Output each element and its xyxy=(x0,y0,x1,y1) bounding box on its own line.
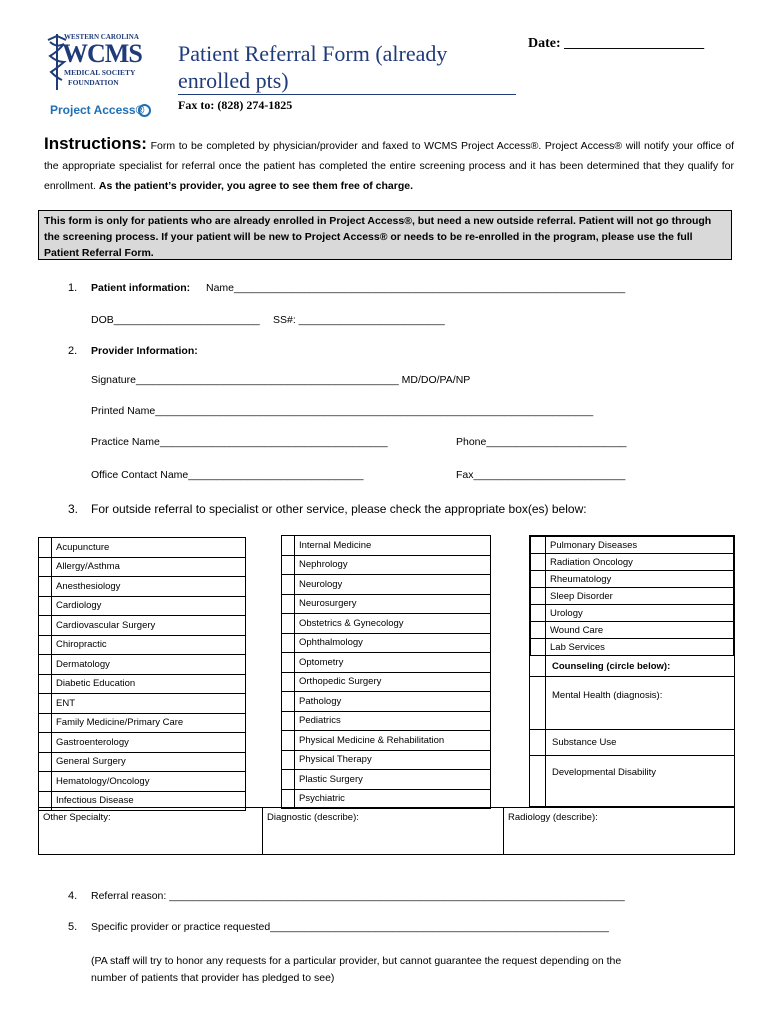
specialty-row xyxy=(39,713,246,733)
instructions xyxy=(44,134,734,196)
checkbox[interactable] xyxy=(531,605,546,622)
checkbox[interactable] xyxy=(282,536,295,556)
specialty-label: Allergy/Asthma xyxy=(52,557,246,577)
checkbox[interactable] xyxy=(39,557,52,577)
specialty-label: Rheumatology xyxy=(546,571,734,588)
other-specialty-label: Other Specialty: xyxy=(43,812,111,823)
phone-field[interactable]: Phone________________________ xyxy=(456,436,627,448)
checkbox[interactable] xyxy=(282,594,295,614)
specialty-label: Neurology xyxy=(295,575,491,595)
specialty-row xyxy=(282,653,491,673)
notice-box: This form is only for patients who are already enrolled in Project Access®, but need a new outside referral. Patient will not go through the screening process. If your patient will be new to Project Access® or needs to be re-enrolled in the program, please use the full Patient Referral Form. xyxy=(38,210,732,260)
checkbox[interactable] xyxy=(282,731,295,751)
specialty-row xyxy=(282,731,491,751)
office-contact-field[interactable]: Office Contact Name______________________________ xyxy=(91,469,364,481)
specialty-label: Sleep Disorder xyxy=(546,588,734,605)
specialty-table-2 xyxy=(281,535,491,809)
checkbox[interactable] xyxy=(282,692,295,712)
specialty-label: General Surgery xyxy=(52,752,246,772)
circle-icon xyxy=(138,104,151,117)
checkbox[interactable] xyxy=(282,653,295,673)
specialty-label: Plastic Surgery xyxy=(295,770,491,790)
specialty-label: Radiation Oncology xyxy=(546,554,734,571)
specialty-label: Wound Care xyxy=(546,622,734,639)
checkbox[interactable] xyxy=(39,538,52,558)
specialty-label: Anesthesiology xyxy=(52,577,246,597)
specialty-label: Cardiovascular Surgery xyxy=(52,616,246,636)
specialty-label: Ophthalmology xyxy=(295,633,491,653)
specialty-row xyxy=(39,616,246,636)
specialty-row xyxy=(39,772,246,792)
section4-number: 4. xyxy=(68,890,78,902)
checkbox[interactable] xyxy=(531,639,546,656)
checkbox[interactable] xyxy=(531,588,546,605)
title-line1: Patient Referral Form (already xyxy=(178,41,448,66)
specialty-label: Hematology/Oncology xyxy=(52,772,246,792)
checkbox[interactable] xyxy=(282,633,295,653)
checkbox[interactable] xyxy=(39,616,52,636)
ssn-field[interactable]: SS#: _________________________ xyxy=(273,314,445,326)
specialty-row xyxy=(531,605,734,622)
checkbox[interactable] xyxy=(531,537,546,554)
specialty-label: Orthopedic Surgery xyxy=(295,672,491,692)
checkbox[interactable] xyxy=(282,750,295,770)
specialty-row xyxy=(39,694,246,714)
checkbox[interactable] xyxy=(531,622,546,639)
specialty-label: Nephrology xyxy=(295,555,491,575)
patient-info-label: Patient information: xyxy=(91,282,191,294)
section2-number: 2. xyxy=(68,345,78,357)
printed-name-field[interactable]: Printed Name___________________________________________________________________________ xyxy=(91,405,594,417)
specialty-label: Dermatology xyxy=(52,655,246,675)
checkbox[interactable] xyxy=(39,772,52,792)
diagnostic-label: Diagnostic (describe): xyxy=(267,812,359,823)
specialty-label: Gastroenterology xyxy=(52,733,246,753)
instructions-heading: Instructions: xyxy=(44,134,147,153)
specialty-label: ENT xyxy=(52,694,246,714)
specialty-row xyxy=(282,770,491,790)
specialty-label: Lab Services xyxy=(546,639,734,656)
specialty-row xyxy=(531,554,734,571)
specialty-label: Cardiology xyxy=(52,596,246,616)
instructions-agreement: As the patient’s provider, you agree to see them free of charge. xyxy=(98,180,413,192)
specialty-label: Optometry xyxy=(295,653,491,673)
specialty-row xyxy=(39,596,246,616)
specialty-row xyxy=(282,711,491,731)
checkbox[interactable] xyxy=(39,596,52,616)
footnote-line2: number of patients that provider has pledged to see) xyxy=(91,972,335,984)
specialty-row xyxy=(531,571,734,588)
checkbox[interactable] xyxy=(282,672,295,692)
specialty-row xyxy=(282,555,491,575)
checkbox[interactable] xyxy=(39,674,52,694)
referral-reason-field[interactable]: Referral reason: ______________________________________________________________________________ xyxy=(91,890,625,902)
section1-number: 1. xyxy=(68,282,78,294)
specialty-label: Pediatrics xyxy=(295,711,491,731)
practice-name-field[interactable]: Practice Name_______________________________________ xyxy=(91,436,388,448)
specialty-label: Neurosurgery xyxy=(295,594,491,614)
title-line2: enrolled pts) xyxy=(178,68,289,93)
logo-wcms: WCMS xyxy=(62,39,142,68)
checkbox[interactable] xyxy=(39,713,52,733)
specialty-row xyxy=(531,537,734,554)
specialty-row xyxy=(282,575,491,595)
other-specialty-field[interactable] xyxy=(39,808,263,854)
logo-line3: MEDICAL SOCIETY xyxy=(64,68,136,77)
section3-number: 3. xyxy=(68,502,79,516)
checkbox[interactable] xyxy=(531,571,546,588)
specialty-label: Diabetic Education xyxy=(52,674,246,694)
specialty-row xyxy=(39,557,246,577)
logo-line1: WESTERN CAROLINA xyxy=(64,33,139,41)
checkbox[interactable] xyxy=(282,789,295,809)
radiology-label: Radiology (describe): xyxy=(508,812,598,823)
specialty-label: Physical Therapy xyxy=(295,750,491,770)
fax-field[interactable]: Fax__________________________ xyxy=(456,469,626,481)
specialty-row xyxy=(282,594,491,614)
specialty-row xyxy=(39,752,246,772)
radiology-field[interactable] xyxy=(504,808,734,854)
section3-label: For outside referral to specialist or other service, please check the appropriate box(es) below: xyxy=(91,502,587,516)
specialty-row xyxy=(531,622,734,639)
page-title xyxy=(178,40,518,94)
counseling-label: Counseling (circle below): xyxy=(552,661,671,672)
specialty-label: Pulmonary Diseases xyxy=(546,537,734,554)
specialty-label: Acupuncture xyxy=(52,538,246,558)
specialty-row xyxy=(282,692,491,712)
specialty-row xyxy=(282,789,491,809)
logo-line4: FOUNDATION xyxy=(68,78,119,87)
specialty-row xyxy=(531,588,734,605)
checkbox[interactable] xyxy=(282,770,295,790)
specialty-label: Chiropractic xyxy=(52,635,246,655)
specialty-label: Urology xyxy=(546,605,734,622)
checkbox[interactable] xyxy=(39,733,52,753)
specialty-label: Physical Medicine & Rehabilitation xyxy=(295,731,491,751)
signature-field[interactable]: Signature_____________________________________________ MD/DO/PA/NP xyxy=(91,374,471,386)
footnote-line1: (PA staff will try to honor any requests for a particular provider, but cannot guarantee the request depending on the xyxy=(91,955,622,967)
specialty-label: Pathology xyxy=(295,692,491,712)
specialty-row xyxy=(282,633,491,653)
specialty-label: Psychiatric xyxy=(295,789,491,809)
specialty-row xyxy=(531,639,734,656)
specialty-label: Obstetrics & Gynecology xyxy=(295,614,491,634)
specialty-label: Internal Medicine xyxy=(295,536,491,556)
date-field[interactable]: Date: ____________________ xyxy=(528,36,705,51)
specialty-row xyxy=(39,733,246,753)
specialty-table-3 xyxy=(529,535,735,807)
mental-health-option[interactable]: Mental Health (diagnosis): xyxy=(552,690,663,701)
specialty-row xyxy=(282,672,491,692)
other-describe-row xyxy=(38,807,735,855)
checkbox[interactable] xyxy=(282,614,295,634)
checkbox[interactable] xyxy=(282,555,295,575)
specific-provider-field[interactable]: Specific provider or practice requested__________________________________________________________ xyxy=(91,921,609,933)
specialty-row xyxy=(39,538,246,558)
specialty-label: Family Medicine/Primary Care xyxy=(52,713,246,733)
specialty-row xyxy=(39,655,246,675)
wcms-logo xyxy=(42,30,157,122)
specialty-table-1 xyxy=(38,537,246,811)
checkbox[interactable] xyxy=(39,694,52,714)
specialty-row xyxy=(282,750,491,770)
section5-number: 5. xyxy=(68,921,78,933)
logo-program: Project Access® xyxy=(50,103,145,117)
checkbox[interactable] xyxy=(39,752,52,772)
checkbox[interactable] xyxy=(531,554,546,571)
checkbox[interactable] xyxy=(39,635,52,655)
patient-name-field[interactable]: Name___________________________________________________________________ xyxy=(206,282,626,294)
specialty-row xyxy=(39,674,246,694)
specialty-row xyxy=(39,635,246,655)
fax-number: Fax to: (828) 274-1825 xyxy=(178,98,293,112)
checkbox[interactable] xyxy=(282,575,295,595)
specialty-row xyxy=(39,577,246,597)
specialty-label: Infectious Disease xyxy=(52,791,246,811)
provider-info-label: Provider Information: xyxy=(91,345,198,357)
dob-field[interactable]: DOB_________________________ xyxy=(91,314,260,326)
checkbox[interactable] xyxy=(39,577,52,597)
specialty-row xyxy=(282,536,491,556)
developmental-disability-option[interactable]: Developmental Disability xyxy=(552,767,657,778)
instructions-body: Form to be completed by physician/provider and faxed to WCMS Project Access®. Project Access® will notify your office of the appropriate specialist for referral once the patient has completed the entire screening process and it has been determined that they qualify for enrollment. xyxy=(44,140,734,192)
checkbox[interactable] xyxy=(39,655,52,675)
checkbox[interactable] xyxy=(282,711,295,731)
diagnostic-field[interactable] xyxy=(263,808,504,854)
substance-use-option[interactable]: Substance Use xyxy=(552,737,617,748)
specialty-row xyxy=(282,614,491,634)
title-divider xyxy=(178,94,516,95)
footnote xyxy=(91,953,621,987)
